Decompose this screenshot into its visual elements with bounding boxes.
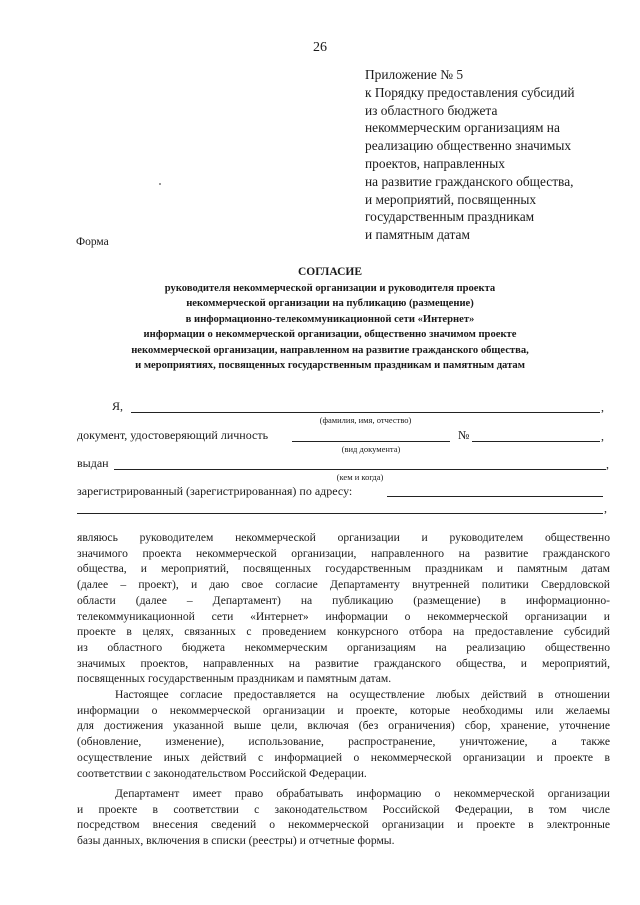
- paragraph-line: (далее – проект), и даю свое согласие Департаменту внутренней политики Свердловской: [77, 578, 610, 592]
- paragraph-line: соответствии с законодательством Российской Федерации.: [77, 766, 367, 780]
- identity-document-label: документ, удостоверяющий личность: [77, 428, 269, 442]
- paragraph-line: проекте в целях, связанных с проведением конкурсного отбора на предоставление субсидий: [77, 625, 610, 639]
- paragraph-line: Настоящее согласие предоставляется на осуществление любых действий в отношении: [115, 688, 610, 701]
- paragraph-line: являюсь руководителем некоммерческой организации и руководителем общественно: [77, 531, 610, 544]
- paragraph-line: посвященных государственным праздникам и памятным датам.: [77, 672, 392, 686]
- paragraph-line: базы данных, включения в списки (реестры) и отчетные формы.: [77, 834, 395, 848]
- scan-speck: [159, 183, 161, 185]
- subtitle-line: в информационно-телекоммуникационной сети «Интернет»: [185, 313, 475, 325]
- paragraph-line: для достижения указанной выше цели, включая (без ограничения) сбор, хранение, уточнение: [77, 719, 610, 733]
- appendix-line: и памятным датам: [365, 227, 470, 243]
- issued-by-field[interactable]: [114, 469, 606, 470]
- appendix-line: некоммерческим организациям на: [365, 120, 560, 136]
- consent-paragraph: [77, 530, 610, 687]
- subtitle-line: некоммерческой организации, направленном на развитие гражданского общества,: [131, 344, 529, 356]
- paragraph-line: Департамент имеет право обрабатывать информацию о некоммерческой организации: [115, 787, 610, 800]
- subtitle-line: некоммерческой организации на публикацию (размещение): [186, 298, 474, 310]
- subtitle-line: руководителя некоммерческой организации и руководителя проекта: [164, 283, 496, 294]
- comma: ,: [604, 501, 607, 515]
- paragraph-line: телекоммуникационной сети «Интернет» информации о некоммерческой организации и: [77, 609, 610, 623]
- appendix-line: реализацию общественно значимых: [365, 138, 572, 154]
- paragraph-line: и проекте в соответствии с законодательством Российской Федерации, в том числе: [77, 802, 610, 816]
- subtitle-line: и мероприятиях, посвященных государственным праздникам и памятным датам: [135, 360, 525, 372]
- address-field[interactable]: [387, 496, 603, 497]
- document-title: СОГЛАСИЕ: [297, 266, 363, 278]
- appendix-line: и мероприятий, посвященных: [365, 191, 537, 207]
- appendix-line: государственным праздникам: [365, 209, 535, 225]
- appendix-line: из областного бюджета: [365, 102, 498, 118]
- paragraph-line: значимого проекта некоммерческой организации, направленного на развитие гражданского: [77, 546, 610, 560]
- department-rights-paragraph: [77, 786, 610, 849]
- appendix-line: к Порядку предоставления субсидий: [365, 84, 575, 100]
- appendix-header: [365, 66, 575, 244]
- comma: ,: [601, 429, 604, 443]
- full-name-hint: (фамилия, имя, отчество): [319, 415, 412, 425]
- identity-document-hint: (вид документа): [341, 444, 401, 454]
- address-field-continued[interactable]: [77, 513, 603, 514]
- paragraph-line: информации о некоммерческой организации и проекте, которые необходимы или желаемы: [77, 703, 610, 717]
- paragraph-line: посредством внесения сведений о некоммерческой организации и проекте в электронные: [77, 818, 610, 832]
- issued-by-hint: (кем и когда): [336, 472, 384, 482]
- full-name-label: Я,: [112, 399, 124, 413]
- comma: ,: [606, 457, 609, 471]
- paragraph-line: (обновление, изменение), использование, распространение, уничтожение, а также: [77, 735, 610, 749]
- paragraph-line: общества, и мероприятий, посвященных государственным праздникам и памятным датам: [77, 562, 610, 576]
- consent-scope-paragraph: [77, 687, 610, 781]
- paragraph-line: из областного бюджета некоммерческим организациям на реализацию общественно: [77, 640, 610, 654]
- issued-by-label: выдан: [77, 456, 109, 470]
- comma: ,: [601, 400, 604, 414]
- appendix-line: Приложение № 5: [365, 67, 464, 82]
- subtitle-line: информации о некоммерческой организации, общественно значимом проекте: [143, 329, 517, 341]
- document-number-field[interactable]: [472, 441, 600, 442]
- page-number: 26: [313, 40, 327, 55]
- paragraph-line: значимых проектов, направленных на развитие гражданского общества, и мероприятий,: [77, 656, 610, 670]
- appendix-line: на развитие гражданского общества,: [365, 173, 574, 189]
- document-number-label: №: [458, 428, 470, 442]
- form-label: Форма: [76, 236, 109, 248]
- identity-document-field[interactable]: [292, 441, 450, 442]
- paragraph-line: области (далее – Департамент) на публикацию (размещение) в информационно-: [77, 593, 610, 607]
- paragraph-line: осуществление иных действий с информацией о некоммерческой организации и проекте в: [77, 750, 610, 764]
- full-name-field[interactable]: [131, 412, 600, 413]
- document-subtitle: [0, 281, 640, 373]
- appendix-line: проектов, направленных: [365, 155, 505, 171]
- address-label: зарегистрированный (зарегистрированная) по адресу:: [77, 484, 353, 498]
